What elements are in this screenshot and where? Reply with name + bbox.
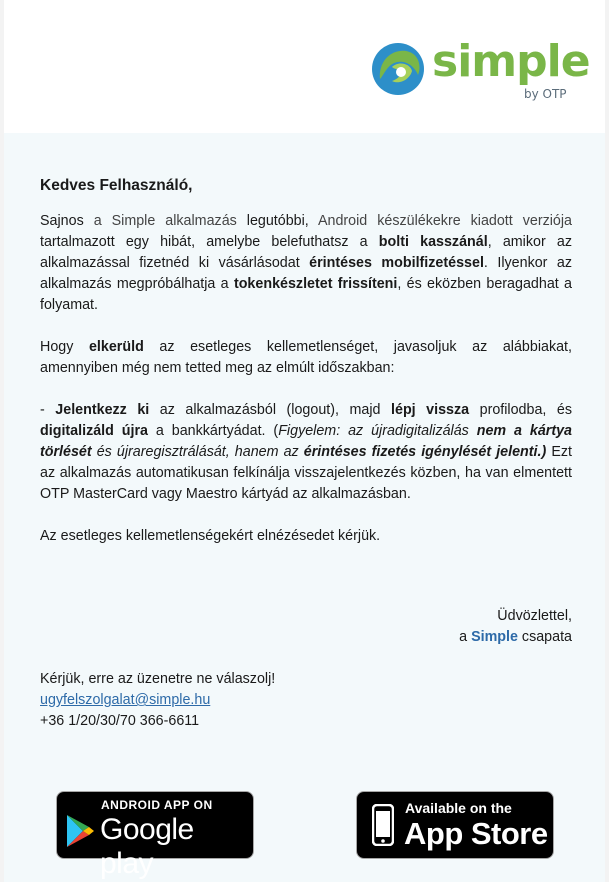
text-run: elkerüld <box>88 339 144 355</box>
text-run: tartalmazott egy hibát, amelybe belefuthatsz a <box>40 234 379 250</box>
text-run: . Ilyenkor az alkalmazás megpróbálhatja a <box>40 255 573 292</box>
text-run: , és eközben beragadhat a folyamat. <box>40 276 572 313</box>
paragraph-1 <box>40 211 572 316</box>
text-run: legutóbbi, <box>236 213 318 229</box>
noreply-note: Kérjük, erre az üzenetre ne válaszolj! <box>40 671 276 687</box>
text-run: a bankkártyádat. ( <box>148 423 279 439</box>
signoff-team <box>40 627 572 648</box>
support-phone: +36 1/20/30/70 366-6611 <box>40 713 200 729</box>
text-run: Android készülékekre kiadott verziója <box>317 213 572 229</box>
google-play-badge[interactable] <box>56 791 254 880</box>
paragraph-3 <box>40 400 572 505</box>
google-badge-top-text: ANDROID APP ON <box>101 798 213 812</box>
text-run: lépj vissza <box>391 402 470 418</box>
signoff-brand: Simple <box>471 629 518 645</box>
text-run: és újraregisztrálását, hanem az <box>91 444 304 460</box>
text-run: Sajnos <box>40 213 94 229</box>
email-body <box>4 133 605 882</box>
paragraph-2 <box>40 337 572 379</box>
text-run: érintéses fizetés igénylését jelenti.) <box>303 444 547 460</box>
logo-subtitle: by OTP <box>524 87 567 101</box>
text-run: - <box>40 402 56 418</box>
simple-logo-icon <box>370 41 426 97</box>
text-run: az esetleges kellemetlenséget, javasoljuk az alábbiakat, amennyiben még nem tetted meg az elmúlt időszakban: <box>40 339 572 376</box>
iphone-icon <box>372 804 394 846</box>
text-run: az alkalmazásból (logout), majd <box>149 402 392 418</box>
letter-content <box>40 175 572 732</box>
signoff-greeting: Üdvözlettel, <box>497 608 572 624</box>
signoff-prefix: a <box>459 629 472 645</box>
paragraph-4: Az esetleges kellemetlenségekért elnézésedet kérjük. <box>40 528 381 544</box>
email-header <box>4 0 605 133</box>
text-run: Figyelem: az újradigitalizálás <box>278 423 477 439</box>
text-run: digitalizáld újra <box>40 423 148 439</box>
text-run: tokenkészletet frissíteni <box>233 276 398 292</box>
text-run: a Simple alkalmazás <box>93 213 237 229</box>
text-run: , amikor az alkalmazással fizetnéd ki vásárlásodat <box>40 234 572 271</box>
text-run: érintéses mobilfizetéssel <box>309 255 484 271</box>
text-run: bolti kasszánál <box>378 234 488 250</box>
apple-badge-main-text: App Store <box>404 816 548 851</box>
signoff <box>40 606 572 648</box>
text-run: Hogy <box>40 339 89 355</box>
google-play-icon <box>65 814 95 848</box>
text-run: Ezt az alkalmazás automatikusan felkínálja visszajelentkezés közben, ha van elmentett OTP MasterCard vagy Maestro kártyád az alkalmazásban. <box>40 444 572 502</box>
logo-word: simple <box>432 36 590 87</box>
google-badge-main-text: Google play <box>100 813 194 880</box>
support-email-link[interactable]: ugyfelszolgalat@simple.hu <box>40 692 211 708</box>
greeting: Kedves Felhasználó, <box>40 177 193 194</box>
signoff-suffix: csapata <box>517 629 572 645</box>
apple-badge-top-text: Available on the <box>405 800 512 816</box>
app-badges <box>56 791 556 880</box>
text-run: nem a kártya törlését <box>40 423 572 460</box>
text-run: profilodba, és <box>469 402 573 418</box>
support-email-row <box>40 690 572 711</box>
app-store-badge[interactable] <box>356 791 554 859</box>
text-run: Jelentkezz ki <box>55 402 150 418</box>
simple-logo[interactable] <box>370 36 590 105</box>
